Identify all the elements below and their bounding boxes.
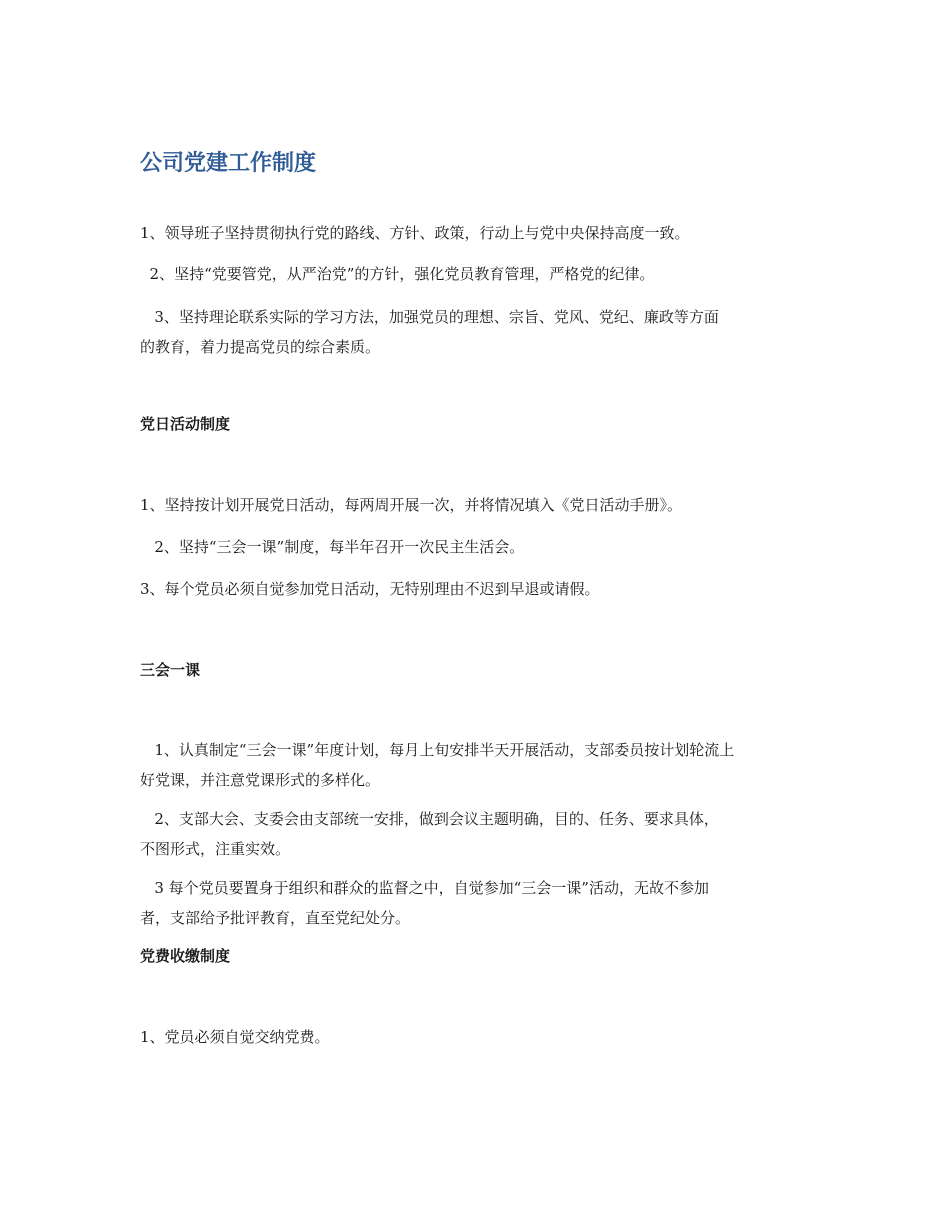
section-heading: 党费收缴制度 [140,947,231,965]
paragraph-item: 1、坚持按计划开展党日活动，每两周开展一次，并将情况填入《党日活动手册》。 [140,496,683,514]
paragraph-item: 1、党员必须自觉交纳党费。 [140,1028,330,1046]
paragraph-item: 3、每个党员必须自觉参加党日活动，无特别理由不迟到早退或请假。 [140,580,600,598]
document-title: 公司党建工作制度 [140,151,317,176]
paragraph-item: 1、认真制定“三会一课”年度计划，每月上旬安排半天开展活动，支部委员按计划轮流上 好党课，并注意党课形式的多样化。 [140,741,735,789]
paragraph-item: 2、坚持“党要管党，从严治党”的方针，强化党员教育管理，严格党的纪律。 [140,265,655,283]
paragraph-item: 1、领导班子坚持贯彻执行党的路线、方针、政策，行动上与党中央保持高度一致。 [140,224,690,242]
paragraph-item: 3 每个党员要置身于组织和群众的监督之中，自觉参加“三会一课”活动，无故不参加 者，支部给予批评教育，直至党纪处分。 [140,879,709,927]
paragraph-item: 2、支部大会、支委会由支部统一安排，做到会议主题明确，目的、任务、要求具体， 不图形式，注重实效。 [140,810,719,858]
paragraph-item: 2、坚持“三会一课”制度，每半年召开一次民主生活会。 [140,538,525,556]
section-heading: 党日活动制度 [140,415,231,433]
paragraph-item: 3、坚持理论联系实际的学习方法，加强党员的理想、宗旨、党风、党纪、廉政等方面 的教育，着力提高党员的综合素质。 [140,308,719,356]
section-heading: 三会一课 [140,661,201,679]
